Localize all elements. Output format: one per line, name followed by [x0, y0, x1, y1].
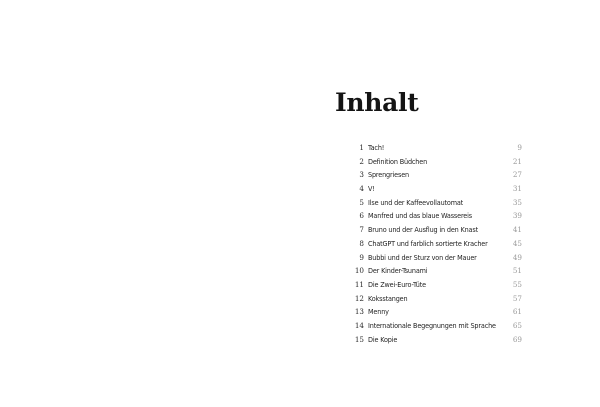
toc-entry-number: 5 [359, 197, 364, 207]
toc-entry [340, 196, 522, 210]
toc-entry-title: Internationale Begegnungen mit Sprache [368, 320, 496, 330]
toc-entry-page: 9 [517, 143, 522, 152]
table-of-contents [340, 141, 522, 346]
toc-entry [340, 278, 522, 292]
toc-entry-page: 49 [512, 252, 522, 262]
page-title: Inhalt [335, 88, 419, 117]
toc-entry [340, 182, 522, 196]
toc-entry-page: 45 [512, 238, 522, 248]
toc-entry-number: 7 [359, 225, 364, 235]
toc-entry [340, 141, 522, 155]
toc-entry-number: 12 [354, 293, 364, 303]
toc-entry-number: 15 [354, 334, 364, 344]
toc-entry-page: 21 [512, 156, 522, 166]
toc-entry [340, 305, 522, 319]
toc-entry-title: Bubbi und der Sturz von der Mauer [368, 252, 477, 262]
toc-entry-title: Definition Büdchen [368, 156, 428, 166]
toc-entry [340, 168, 522, 182]
toc-entry [340, 251, 522, 265]
toc-entry-page: 65 [512, 320, 522, 330]
toc-entry [340, 333, 522, 347]
toc-entry [340, 319, 522, 333]
toc-entry-title: Sprengriesen [368, 170, 409, 180]
toc-entry-page: 31 [512, 184, 522, 194]
toc-entry-title: Menny [368, 307, 389, 317]
toc-entry-page: 61 [512, 307, 522, 317]
toc-entry-page: 55 [512, 279, 522, 289]
toc-entry-page: 57 [512, 293, 522, 303]
toc-entry-page: 39 [512, 211, 522, 221]
toc-entry-title: ChatGPT und farblich sortierte Kracher [368, 238, 488, 248]
toc-entry-number: 11 [354, 279, 364, 289]
toc-entry-page: 69 [512, 334, 522, 344]
toc-entry-page: 27 [512, 170, 522, 180]
toc-entry-title: Der Kinder-Tsunami [368, 266, 428, 276]
toc-entry-title: Manfred und das blaue Wassereis [368, 211, 473, 221]
toc-entry-number: 2 [359, 156, 364, 166]
toc-entry-title: Ilse und der Kaffeevollautomat [368, 197, 464, 207]
toc-entry-title: Die Zwei-Euro-Tüte [368, 279, 426, 289]
toc-entry-number: 6 [359, 211, 364, 221]
toc-entry [340, 223, 522, 237]
toc-entry [340, 237, 522, 251]
toc-entry-number: 8 [359, 238, 364, 248]
toc-entry [340, 155, 522, 169]
toc-entry-title: Die Kopie [368, 334, 398, 344]
toc-entry-number: 14 [354, 320, 364, 330]
toc-entry-title: Tach! [368, 143, 385, 152]
toc-entry-number: 3 [359, 170, 364, 180]
toc-entry-page: 41 [512, 225, 522, 235]
toc-entry [340, 292, 522, 306]
toc-entry-page: 35 [512, 197, 522, 207]
toc-entry-number: 9 [359, 252, 364, 262]
toc-entry [340, 264, 522, 278]
toc-entry-title: Koksstangen [368, 293, 408, 303]
toc-entry-title: V! [368, 184, 375, 194]
toc-entry-number: 13 [354, 307, 364, 317]
toc-entry-title: Bruno und der Ausflug in den Knast [368, 225, 478, 235]
toc-entry-number: 1 [359, 143, 364, 152]
toc-entry-page: 51 [512, 266, 522, 276]
toc-entry-number: 4 [359, 184, 364, 194]
toc-entry-number: 10 [354, 266, 364, 276]
toc-entry [340, 209, 522, 223]
